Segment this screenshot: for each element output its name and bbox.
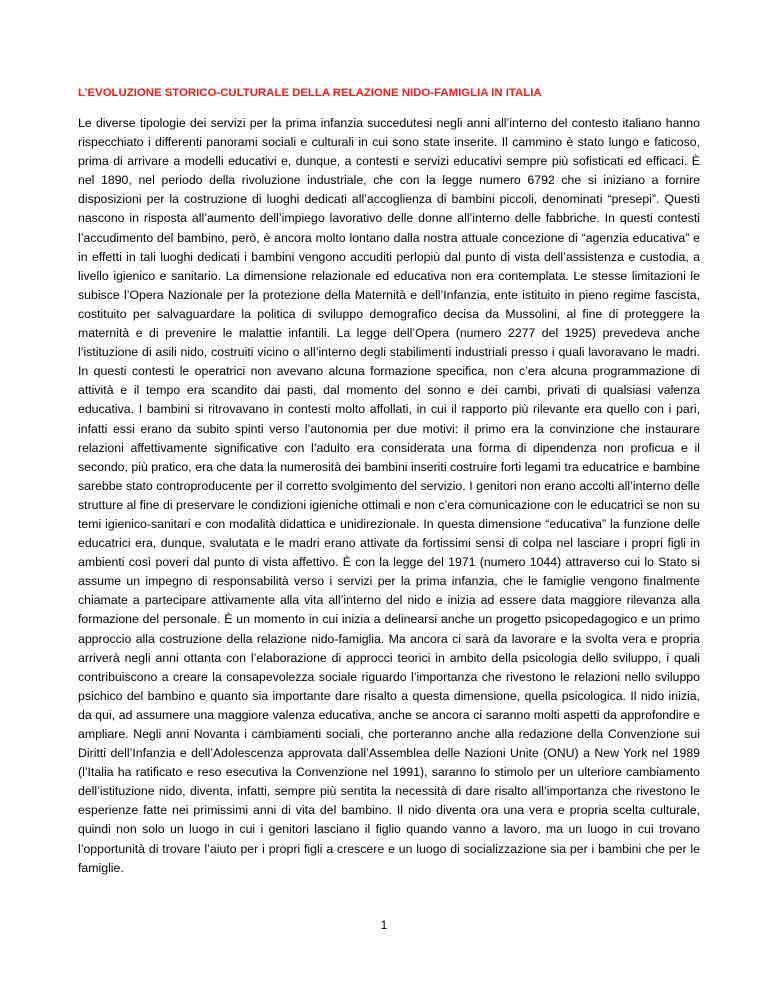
body-paragraph: Le diverse tipologie dei servizi per la prima infanzia succedutesi negli anni all’interno del contesto italiano hanno rispecchiato i differenti panorami sociali e culturali in cui sono state inserite. Il cammino è stato lungo e faticoso, prima di arrivare a modelli educativi e, dunque, a contesti e servizi educativi sempre più sofisticati ed efficaci. È nel 1890, nel periodo della rivoluzione industriale, che con la legge numero 6792 che si iniziano a fornire disposizioni per la costruzione di luoghi dedicati all’accoglienza di bambini piccoli, denominati “presepi”. Questi nascono in risposta all’aumento dell’impiego lavorativo delle donne all’interno delle fabbriche. In questi contesti l’accudimento del bambino, però, è ancora molto lontano dalla nostra attuale concezione di “agenzia educativa” e in effetti in tali luoghi dedicati i bambini vengono accuditi perlopiù dal punto di vista dell’assistenza e custodia, a livello igienico e sanitario. La dimensione relazionale ed educativa non era contemplata. Le stesse limitazioni le subisce l’Opera Nazionale per la protezione della Maternità e dell’Infanzia, ente istituito in pieno regime fascista, costituito per salvaguardare la politica di sviluppo demografico decisa da Mussolini, al fine di proteggere la maternità e di prevenire le malattie infantili. La legge dell’Opera (numero 2277 del 1925) prevedeva anche l’istituzione di asili nido, costruiti vicino o all’interno degli stabilimenti industriali presso i quali lavoravano le madri. In questi contesti le operatrici non avevano alcuna formazione specifica, non c’era alcuna programmazione di attività e il tempo era scandito dai pasti, dal momento del sonno e dei cambi, privati di qualsiasi valenza educativa. I bambini si ritrovavano in contesti molto affollati, in cui il rapporto più rilevante era quello con i pari, infatti essi erano da subito spinti verso l’autonomia per due motivi: il primo era la convinzione che instaurare relazioni affettivamente significative con l’adulto era considerata una forma di dipendenza non proficua e il secondo, più pratico, era che data la numerosità dei bambini inseriti costruire forti legami tra educatrice e bambine sarebbe stato controproducente per il corretto svolgimento del servizio. I genitori non erano accolti all’interno delle strutture al fine di preservare le condizioni igieniche ottimali e non c’era comunicazione con le educatrici se non su temi igienico-sanitari e con modalità didattica e unidirezionale. In questa dimensione “educativa” la funzione delle educatrici era, dunque, svalutata e le madri erano attivate da fortissimi sensi di colpa nel lasciare i propri figli in ambienti così poveri dal punto di vista affettivo. È con la legge del 1971 (numero 1044) attraverso cui lo Stato si assume un impegno di responsabilità verso i servizi per la prima infanzia, che le famiglie vengono finalmente chiamate a partecipare attivamente alla vita all’interno del nido e inizia ad essere data maggiore rilevanza alla formazione del personale. È un momento in cui inizia a delinearsi anche un progetto psicopedagogico e un primo approccio alla costruzione della relazione nido-famiglia. Ma ancora ci sarà da lavorare e la svolta vera e propria arriverà negli anni ottanta con l’elaborazione di approcci teorici in ambito della psicologia dello sviluppo, i quali contribuiscono a creare la consapevolezza sociale riguardo l’importanza che rivestono le relazioni nello sviluppo psichico del bambino e quanto sia importante dare risalto a questa dimensione, quella psicologica. Il nido inizia, da qui, ad assumere una maggiore valenza educativa, anche se ancora ci saranno molti aspetti da approfondire e ampliare. Negli anni Novanta i cambiamenti sociali, che porteranno anche alla redazione della Convenzione sui Diritti dell’Infanzia e dell’Adolescenza approvata dall’Assemblea delle Nazioni Unite (ONU) a New York nel 1989 (l’Italia ha ratificato e reso esecutiva la Convenzione nel 1991), saranno lo stimolo per un ulteriore cambiamento dell’istituzione nido, diventa, infatti, sempre più sentita la necessità di dare risalto all’importanza che rivestono le esperienze fatte nei primissimi anni di vita del bambino. Il nido diventa ora una vera e propria scelta culturale, quindi non solo un luogo in cui i genitori lasciano il figlio quando vanno a lavoro, ma un luogo in cui trovano l’opportunità di trovare l’aiuto per i propri figli a crescere e un luogo di socializzazione sia per i bambini che per le famiglie. <box>78 116 700 875</box>
page-number: 1 <box>380 918 388 932</box>
document-title: L’EVOLUZIONE STORICO-CULTURALE DELLA RELAZIONE NIDO-FAMIGLIA IN ITALIA <box>78 87 542 99</box>
